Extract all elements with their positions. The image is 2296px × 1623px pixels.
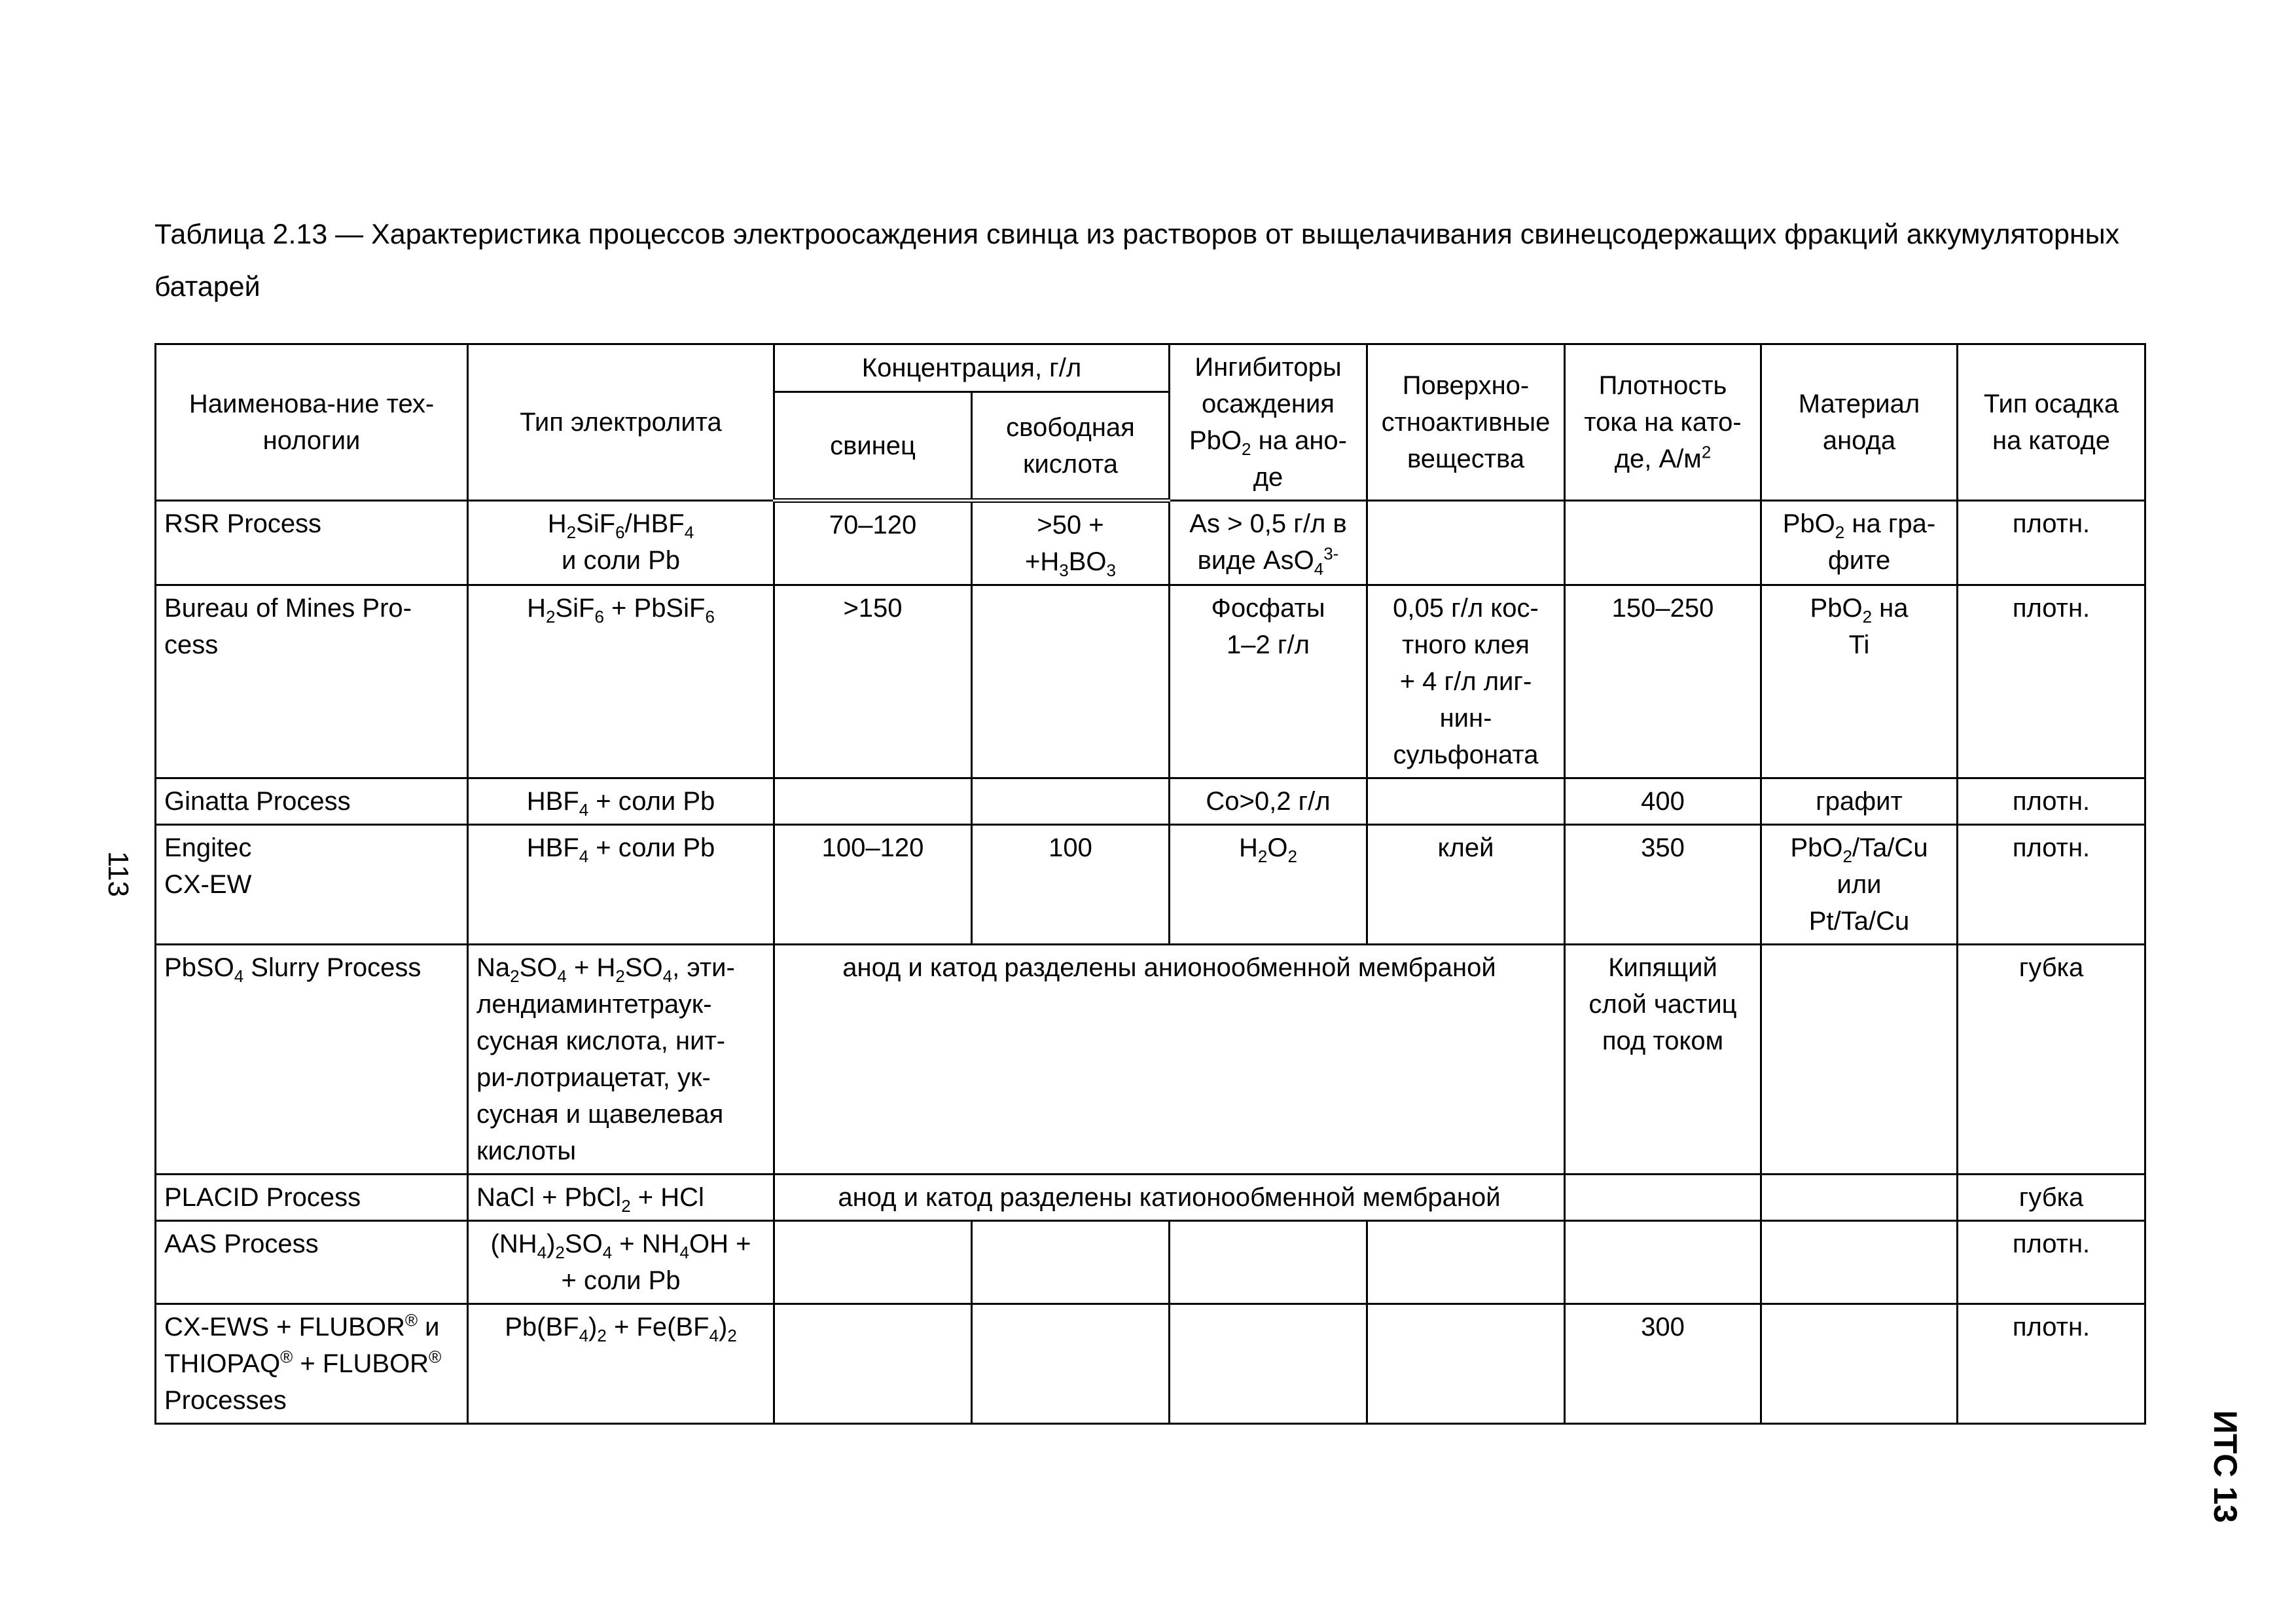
cell-current-density: [1565, 501, 1761, 585]
cell-surfactant: [1367, 1221, 1565, 1304]
cell-deposit-type: губка: [1958, 945, 2145, 1175]
cell-anode-material: PbO$_2$/Ta/Cu или Pt/Ta/Cu: [1761, 825, 1958, 945]
page-number: 113: [102, 850, 134, 898]
cell-lead: [774, 1221, 972, 1304]
cell-tech-name: Ginatta Process: [156, 778, 468, 825]
header-lead: свинец: [774, 392, 972, 501]
cell-free-acid: [972, 1221, 1170, 1304]
header-electrolyte: Тип электролита: [468, 344, 774, 501]
cell-deposit-type: плотн.: [1958, 585, 2145, 778]
cell-deposit-type: плотн.: [1958, 778, 2145, 825]
cell-anode-material: [1761, 945, 1958, 1175]
cell-surfactant: клей: [1367, 825, 1565, 945]
cell-deposit-type: плотн.: [1958, 501, 2145, 585]
cell-tech-name: PbSO$_4$ Slurry Process: [156, 945, 468, 1175]
cell-anode-material: [1761, 1221, 1958, 1304]
cell-membrane-note: анод и катод разделены катионообменной мембраной: [774, 1175, 1565, 1221]
cell-current-density: [1565, 1221, 1761, 1304]
table-row: [156, 501, 2145, 585]
cell-free-acid: [972, 1304, 1170, 1424]
cell-free-acid: [972, 778, 1170, 825]
cell-tech-name: RSR Process: [156, 501, 468, 585]
table-row: [156, 1304, 2145, 1424]
cell-electrolyte: $HBF_4$ + соли Pb: [468, 825, 774, 945]
table-row: [156, 1175, 2145, 1221]
process-table: [154, 343, 2146, 1425]
cell-inhibitor: As > 0,5 г/л в виде AsO$_4^{3-}$: [1170, 501, 1367, 585]
cell-lead: 70–120: [774, 501, 972, 585]
cell-inhibitor: Фосфаты 1–2 г/л: [1170, 585, 1367, 778]
cell-tech-name: PLACID Process: [156, 1175, 468, 1221]
cell-anode-material: графит: [1761, 778, 1958, 825]
cell-electrolyte: $Na_2SO_4 + H_2SO_4$, эти- лендиаминтетраук- сусная кислота, нит- ри-лотриацетат, ук- сусная и щавелевая кислоты: [468, 945, 774, 1175]
cell-free-acid: [972, 585, 1170, 778]
cell-lead: >150: [774, 585, 972, 778]
table-caption: Таблица 2.13 — Характеристика процессов электроосаждения свинца из растворов от выщелачивания свинецсодержащих фракций аккумуляторных батарей: [154, 219, 2120, 302]
header-surfactants: Поверхно-стноактивные вещества: [1367, 344, 1565, 501]
cell-inhibitor: $H_2O_2$: [1170, 825, 1367, 945]
cell-tech-name: CX-EWS + FLUBOR® и THIOPAQ® + FLUBOR® Processes: [156, 1304, 468, 1424]
cell-anode-material: PbO$_2$ на Ti: [1761, 585, 1958, 778]
table-row: [156, 585, 2145, 778]
cell-current-density: 150–250: [1565, 585, 1761, 778]
cell-inhibitor: [1170, 1304, 1367, 1424]
cell-anode-material: [1761, 1175, 1958, 1221]
table-row: [156, 778, 2145, 825]
cell-current-density: 300: [1565, 1304, 1761, 1424]
document-code: ИТС 13: [2207, 1410, 2244, 1523]
cell-surfactant: [1367, 501, 1565, 585]
cell-electrolyte: $Pb(BF_4)_2 + Fe(BF_4)_2$: [468, 1304, 774, 1424]
cell-current-density: 400: [1565, 778, 1761, 825]
cell-electrolyte: $HBF_4$ + соли Pb: [468, 778, 774, 825]
table-row: [156, 1221, 2145, 1304]
cell-deposit-type: плотн.: [1958, 1221, 2145, 1304]
header-deposit-type: Тип осадка на катоде: [1958, 344, 2145, 501]
cell-deposit-type: плотн.: [1958, 825, 2145, 945]
header-free-acid: свободная кислота: [972, 392, 1170, 501]
cell-tech-name: Bureau of Mines Pro- cess: [156, 585, 468, 778]
cell-electrolyte: $H_2SiF_6/HBF_4$ и соли Pb: [468, 501, 774, 585]
cell-tech-name: AAS Process: [156, 1221, 468, 1304]
cell-inhibitor: Co>0,2 г/л: [1170, 778, 1367, 825]
cell-electrolyte: $H_2SiF_6$ + PbSiF$_6$: [468, 585, 774, 778]
cell-surfactant: [1367, 1304, 1565, 1424]
header-current-density: Плотность тока на като-де, $А/м^2$: [1565, 344, 1761, 501]
cell-anode-material: [1761, 1304, 1958, 1424]
cell-lead: [774, 1304, 972, 1424]
cell-deposit-type: губка: [1958, 1175, 2145, 1221]
cell-electrolyte: $(NH_4)_2SO_4 + NH_4OH$ + + соли Pb: [468, 1221, 774, 1304]
table-row: [156, 945, 2145, 1175]
table-row: [156, 825, 2145, 945]
cell-free-acid: 100: [972, 825, 1170, 945]
cell-current-density: [1565, 1175, 1761, 1221]
header-inhibitors: Ингибиторы осаждения PbO$_2$ на ано-де: [1170, 344, 1367, 501]
cell-lead: 100–120: [774, 825, 972, 945]
cell-current-density: 350: [1565, 825, 1761, 945]
cell-free-acid: >50 + $+H_3BO_3$: [972, 501, 1170, 585]
cell-electrolyte: NaCl + PbCl$_2$ + HCl: [468, 1175, 774, 1221]
cell-surfactant: [1367, 778, 1565, 825]
header-tech-name: Наименова-ние тех-нологии: [156, 344, 468, 501]
cell-inhibitor: [1170, 1221, 1367, 1304]
cell-anode-material: PbO$_2$ на гра- фите: [1761, 501, 1958, 585]
cell-deposit-type: плотн.: [1958, 1304, 2145, 1424]
header-anode-material: Материал анода: [1761, 344, 1958, 501]
header-concentration: Концентрация, г/л: [774, 344, 1170, 392]
cell-membrane-note: анод и катод разделены анионообменной мембраной: [774, 945, 1565, 1175]
cell-lead: [774, 778, 972, 825]
cell-surfactant: 0,05 г/л кос- тного клея + 4 г/л лиг- нин- сульфоната: [1367, 585, 1565, 778]
cell-tech-name: Engitec CX-EW: [156, 825, 468, 945]
cell-current-density: Кипящий слой частиц под током: [1565, 945, 1761, 1175]
